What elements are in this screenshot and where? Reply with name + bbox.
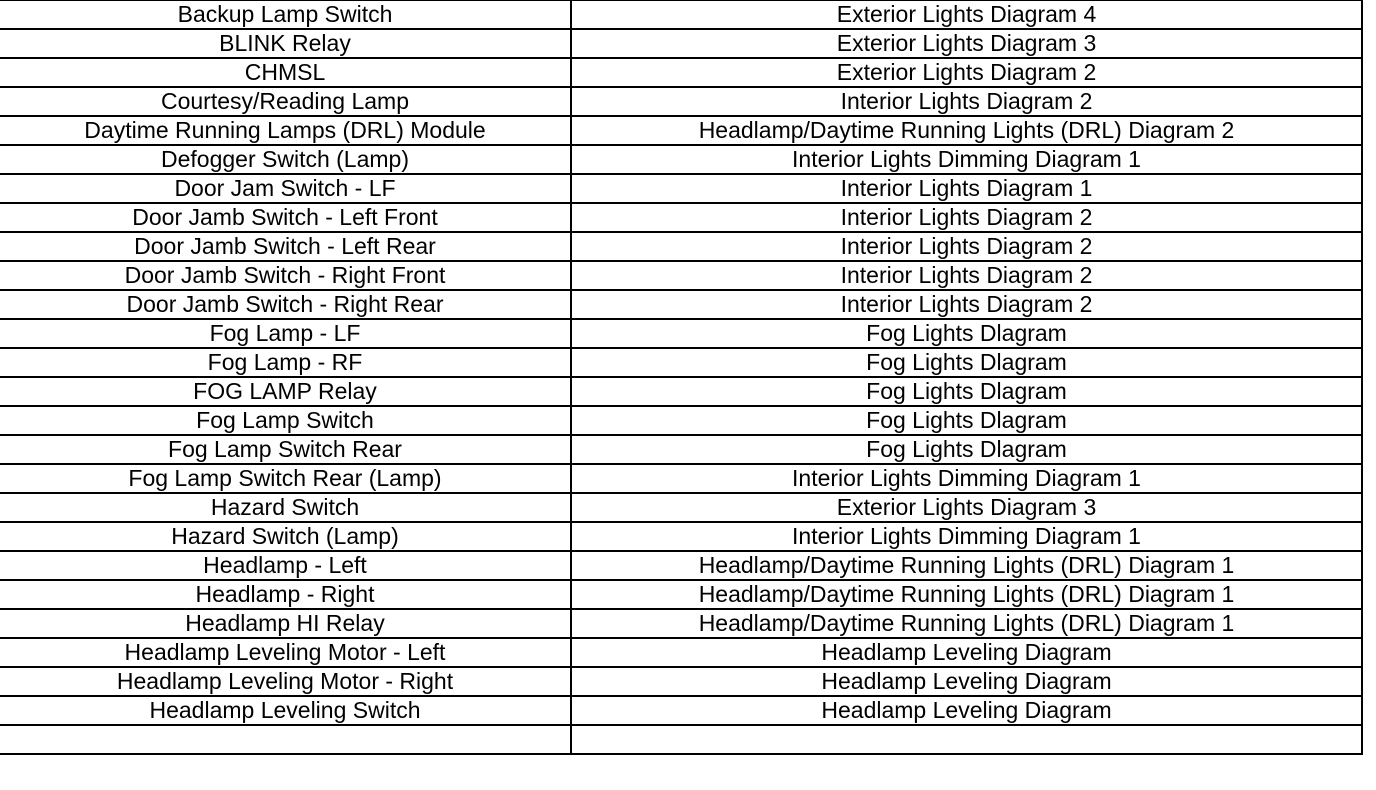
diagram-cell: Interior Lights Dimming Diagram 1 (571, 145, 1362, 174)
component-cell: Headlamp Leveling Motor - Left (0, 638, 571, 667)
table-row (0, 609, 1362, 638)
table-row (0, 0, 1362, 29)
component-cell: Headlamp HI Relay (0, 609, 571, 638)
component-cell: Headlamp Leveling Switch (0, 696, 571, 725)
component-cell: Courtesy/Reading Lamp (0, 87, 571, 116)
table-row (0, 464, 1362, 493)
table-row (0, 522, 1362, 551)
component-cell: Door Jamb Switch - Right Front (0, 261, 571, 290)
diagram-cell: Fog Lights Dlagram (571, 319, 1362, 348)
table-row (0, 435, 1362, 464)
table-row (0, 261, 1362, 290)
diagram-cell: Interior Lights Diagram 2 (571, 261, 1362, 290)
component-cell: Headlamp Leveling Motor - Right (0, 667, 571, 696)
diagram-cell: Exterior Lights Diagram 3 (571, 29, 1362, 58)
table-row (0, 348, 1362, 377)
component-cell: FOG LAMP Relay (0, 377, 571, 406)
table-row (0, 580, 1362, 609)
diagram-cell: Exterior Lights Diagram 3 (571, 493, 1362, 522)
component-cell: Defogger Switch (Lamp) (0, 145, 571, 174)
component-cell: Door Jam Switch - LF (0, 174, 571, 203)
table-row (0, 232, 1362, 261)
component-cell: Fog Lamp Switch (0, 406, 571, 435)
table-row (0, 29, 1362, 58)
diagram-cell: Exterior Lights Diagram 4 (571, 0, 1362, 29)
table-row (0, 58, 1362, 87)
table-row (0, 696, 1362, 725)
component-cell: Door Jamb Switch - Left Front (0, 203, 571, 232)
table-row (0, 319, 1362, 348)
table-row (0, 551, 1362, 580)
table-row (0, 203, 1362, 232)
component-cell: Hazard Switch (Lamp) (0, 522, 571, 551)
diagram-cell: Interior Lights Diagram 1 (571, 174, 1362, 203)
table-row (0, 174, 1362, 203)
table-row (0, 377, 1362, 406)
diagram-cell: Fog Lights Dlagram (571, 377, 1362, 406)
diagram-cell: Interior Lights Dimming Diagram 1 (571, 464, 1362, 493)
table-row (0, 638, 1362, 667)
diagram-cell: Headlamp/Daytime Running Lights (DRL) Diagram 2 (571, 116, 1362, 145)
diagram-cell: Interior Lights Dimming Diagram 1 (571, 522, 1362, 551)
diagram-cell: Exterior Lights Diagram 2 (571, 58, 1362, 87)
table-row (0, 667, 1362, 696)
table-row (0, 725, 1362, 754)
component-cell: Fog Lamp Switch Rear (Lamp) (0, 464, 571, 493)
table-row (0, 406, 1362, 435)
diagram-cell: Headlamp Leveling Diagram (571, 638, 1362, 667)
component-cell: Fog Lamp - RF (0, 348, 571, 377)
component-cell: Door Jamb Switch - Right Rear (0, 290, 571, 319)
diagram-cell: Headlamp/Daytime Running Lights (DRL) Diagram 1 (571, 551, 1362, 580)
table-row (0, 493, 1362, 522)
diagram-cell: Interior Lights Diagram 2 (571, 290, 1362, 319)
table-row (0, 116, 1362, 145)
diagram-cell: Fog Lights Dlagram (571, 348, 1362, 377)
diagram-cell: Interior Lights Diagram 2 (571, 232, 1362, 261)
diagram-cell: Headlamp Leveling Diagram (571, 667, 1362, 696)
component-cell: CHMSL (0, 58, 571, 87)
diagram-cell: Fog Lights Dlagram (571, 435, 1362, 464)
component-cell: Hazard Switch (0, 493, 571, 522)
diagram-cell: Interior Lights Diagram 2 (571, 203, 1362, 232)
diagram-cell: Headlamp Leveling Diagram (571, 696, 1362, 725)
component-cell: Daytime Running Lamps (DRL) Module (0, 116, 571, 145)
table-row (0, 145, 1362, 174)
table-row (0, 87, 1362, 116)
diagram-cell: Headlamp/Daytime Running Lights (DRL) Diagram 1 (571, 609, 1362, 638)
component-cell: Headlamp - Right (0, 580, 571, 609)
component-cell (0, 725, 571, 754)
component-cell: BLINK Relay (0, 29, 571, 58)
diagram-cell (571, 725, 1362, 754)
component-cell: Backup Lamp Switch (0, 0, 571, 29)
component-cell: Fog Lamp Switch Rear (0, 435, 571, 464)
diagram-cell: Interior Lights Diagram 2 (571, 87, 1362, 116)
component-cell: Headlamp - Left (0, 551, 571, 580)
diagram-cell: Headlamp/Daytime Running Lights (DRL) Diagram 1 (571, 580, 1362, 609)
table-row (0, 290, 1362, 319)
component-cell: Fog Lamp - LF (0, 319, 571, 348)
component-cell: Door Jamb Switch - Left Rear (0, 232, 571, 261)
diagram-cell: Fog Lights Dlagram (571, 406, 1362, 435)
